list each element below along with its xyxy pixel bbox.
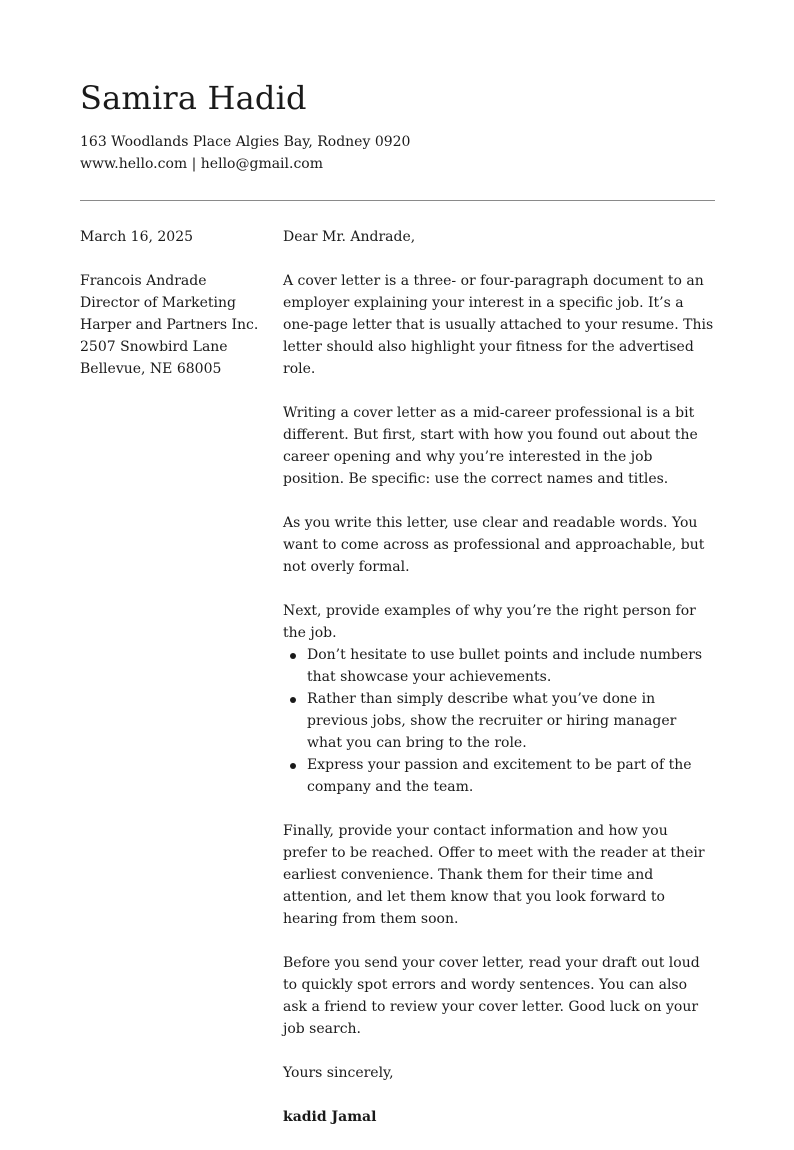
sender-address: 163 Woodlands Place Algies Bay, Rodney 0920 [80,134,411,150]
body-paragraph: A cover letter is a three- or four-paragraph document to an employer explaining your interest in a specific job. It’s a one-page letter that is usually attached to your resume. This letter should also highlight your fitness for the advertised role. [283,273,714,377]
body-paragraph: Before you send your cover letter, read your draft out loud to quickly spot errors and wordy sentences. You can also ask a friend to review your cover letter. Good luck on your job search. [283,955,700,1037]
sender-name: Samira Hadid [80,79,307,117]
bullet-text: Don’t hesitate to use bullet points and include numbers that showcase your achievements. [307,647,703,685]
recipient-title: Director of Marketing [80,295,237,311]
list-intro: Next, provide examples of why you’re the right person for the job. [283,603,696,641]
bullet-item [283,754,715,798]
sender-contact [80,131,410,175]
bullet-text: Rather than simply describe what you’ve done in previous jobs, show the recruiter or hiring manager what you can bring to the role. [307,691,677,751]
closing-line: Yours sincerely, [283,1065,394,1081]
body-paragraph: Finally, provide your contact information and how you prefer to be reached. Offer to meet with the reader at their earliest convenience. Thank them for their time and attention, and let them know that you look forward to hearing from them soon. [283,823,705,927]
salutation: Dear Mr. Andrade, [283,229,416,245]
recipient-street: 2507 Snowbird Lane [80,339,228,355]
bullet-item [283,644,715,688]
letter-body [283,226,715,1150]
letter-sidebar [80,226,270,380]
header-divider [80,200,715,201]
bullet-dot-icon [290,697,296,703]
recipient-company: Harper and Partners Inc. [80,317,259,333]
recipient-block [80,270,270,380]
signature: kadid Jamal [283,1109,377,1125]
sender-web-email: www.hello.com | hello@gmail.com [80,156,324,172]
bullet-dot-icon [290,763,296,769]
bullet-item [283,688,715,754]
bullet-list [283,644,715,798]
body-paragraph: Writing a cover letter as a mid-career professional is a bit different. But first, start with how you found out about the career opening and why you’re interested in the job position. Be specific: use the correct names and titles. [283,405,698,487]
body-paragraph: As you write this letter, use clear and readable words. You want to come across as professional and approachable, but not overly formal. [283,515,705,575]
recipient-city: Bellevue, NE 68005 [80,361,222,377]
bullet-text: Express your passion and excitement to be part of the company and the team. [307,757,692,795]
letter-date: March 16, 2025 [80,229,194,245]
recipient-name: Francois Andrade [80,273,207,289]
bullet-dot-icon [290,653,296,659]
